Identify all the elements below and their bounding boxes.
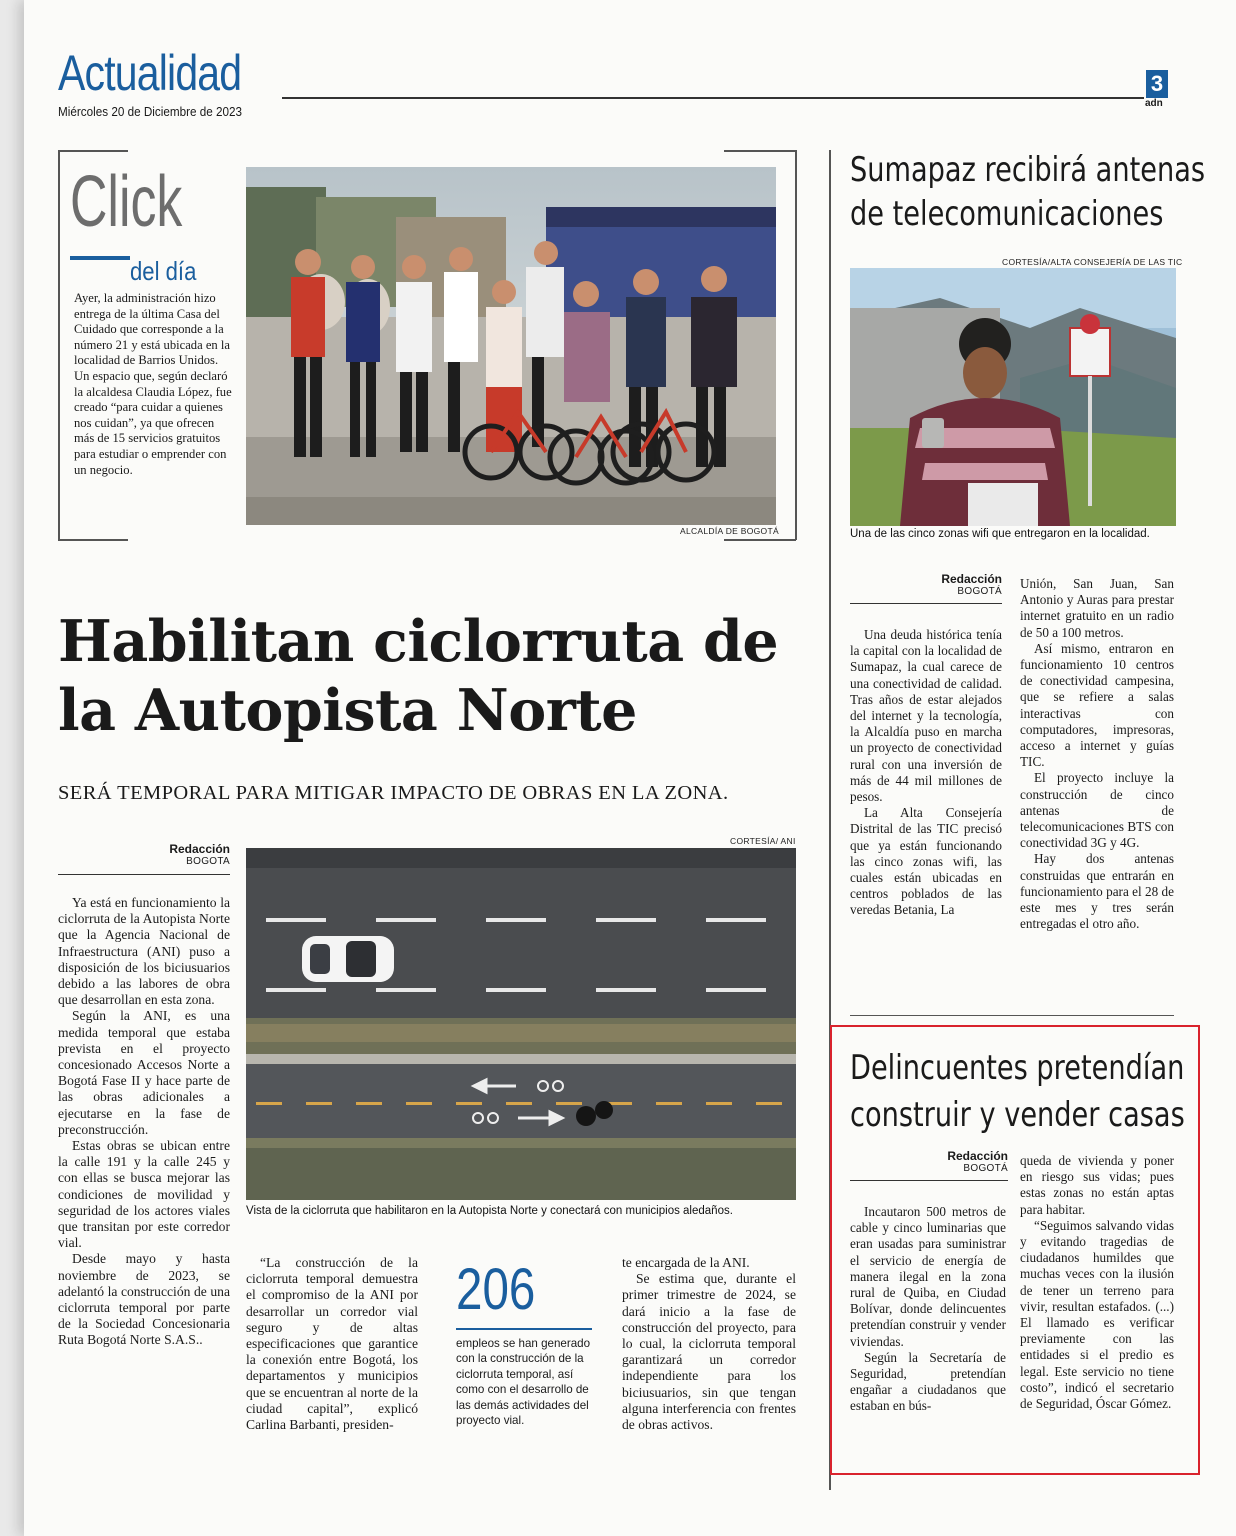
main-byline-rule (58, 874, 230, 875)
click-frame-top-left (58, 150, 128, 152)
click-frame-top-right (724, 150, 796, 152)
main-byline-city: BOGOTA (186, 856, 230, 867)
sumapaz-headline-line1: Sumapaz recibirá antenas (850, 150, 1206, 190)
click-frame-bottom-right (724, 539, 796, 541)
main-photo (246, 848, 796, 1200)
main-column-4 (622, 1255, 796, 1433)
sumapaz-byline-city: BOGOTÁ (957, 586, 1002, 597)
delincuentes-col2-paragraph: “Seguimos salvando vidas y evitando tragedias de ciudadanos humildes que muchas veces con la ilusión de tener un terreno para vivir, resultan estafados. (...) El llamado es verificar previamente con las entidades si el predio es legal. Este servicio no tiene costo”, indicó el secretario de Seguridad, Óscar Gómez. (1020, 1217, 1174, 1412)
main-col1-paragraph: Ya está en funcionamiento la ciclorruta de la Autopista Norte que la Agencia Nacional de Infraestructura (ANI) puso a disposición de los biciusuarios debido a las labores de obra que desarrollan en esta zona. (58, 895, 230, 1008)
main-deck: SERÁ TEMPORAL PARA MITIGAR IMPACTO DE OBRAS EN LA ZONA. (58, 782, 729, 804)
main-photo-credit: CORTESÍA/ ANI (730, 836, 796, 846)
sumapaz-byline-rule (850, 603, 1002, 604)
woman-phone-wifi-photo (850, 268, 1176, 526)
delincuentes-col2-paragraph: queda de vivienda y poner en riesgo sus vidas; pues estas zonas no están aptas para habitar. (1020, 1153, 1174, 1217)
click-text: Ayer, la administración hizo entrega de la última Casa del Cuidado que corresponde a la número 21 y está ubicada en la localidad de Barrios Unidos. Un espacio que, según declaró la alcaldesa Claudia López, fue creado “para cuidar a quienes nos cuidan”, ya que ofrecen más de 15 servicios gratuitos para estudiar o emprender con un negocio. (74, 291, 232, 477)
sumapaz-col2-paragraph: Así mismo, entraron en funcionamiento 10 centros de conectividad campesina, que se refiere a salas interactivas con computadores, impresoras, acceso a internet y guías TIC. (1020, 640, 1174, 770)
click-photo (246, 167, 776, 525)
main-col4-paragraph: Se estima que, durante el primer trimestre de 2024, se dará inicio a la fase de construcción del proyecto, para lo cual, la ciclorruta temporal garantizará un corredor independiente para los biciusuarios, sin que tengan alguna interferencia con frentes de obras activos. (622, 1271, 796, 1433)
delincuentes-headline-line1: Delincuentes pretendían (850, 1048, 1185, 1088)
sumapaz-photo-caption: Una de las cinco zonas wifi que entregaron en la localidad. (850, 528, 1150, 540)
newspaper-page (24, 0, 1236, 1536)
stat-number: 206 (456, 1257, 536, 1322)
sumapaz-byline-name: Redacción (941, 572, 1002, 586)
main-col1-paragraph: Estas obras se ubican entre la calle 191 y la calle 245 y con ellas se busca mejorar las condiciones de movilidad y seguridad de los actores viales que transitan por este corredor vial. (58, 1138, 230, 1251)
sumapaz-col2-paragraph: El proyecto incluye la construcción de cinco antenas de telecomunicaciones BTS con conectividad 3G y 4G. (1020, 770, 1174, 851)
sumapaz-headline-line2: de telecomunicaciones (850, 194, 1164, 234)
click-frame-right (795, 150, 797, 540)
delincuentes-byline-rule (850, 1180, 1008, 1181)
sumapaz-col2-paragraph: Hay dos antenas construidas que entrarán en funcionamiento para el 28 de este mes y tres serán entregadas el otro año. (1020, 851, 1174, 932)
delincuentes-headline-line2: construir y vender casas (850, 1095, 1185, 1135)
main-byline (58, 842, 230, 867)
delincuentes-byline (850, 1149, 1008, 1174)
main-col2-paragraph: “La construcción de la ciclorruta temporal demuestra el compromiso de la ANI por desarrollar un corredor vial seguro y de altas especificaciones que garantice la conexión entre Bogotá, los departamentos y municipios que se encuentran al norte de la ciudad capital”, explicó Carlina Barbanti, presiden- (246, 1255, 418, 1433)
sumapaz-column-1 (850, 627, 1002, 919)
main-col4-paragraph: te encargada de la ANI. (622, 1255, 750, 1270)
delincuentes-byline-city: BOGOTÁ (963, 1163, 1008, 1174)
sumapaz-photo (850, 268, 1176, 526)
sumapaz-photo-credit: CORTESÍA/ALTA CONSEJERÍA DE LAS TIC (1002, 257, 1183, 267)
sumapaz-col1-paragraph: Una deuda histórica tenía la capital con la localidad de Sumapaz, la cual carece de una conectividad de calidad. Tras años de estar alejados del internet y la tecnología, la Alcaldía puso en marcha un proyecto de conectividad rural con una inversión de más de 44 mil millones de pesos. (850, 627, 1002, 805)
click-subtitle: del día (130, 256, 197, 286)
issue-date: Miércoles 20 de Diciembre de 2023 (58, 104, 243, 119)
stat-text: empleos se han generado con la construcción de la ciclorruta temporal, así como con el desarrollo de las demás actividades del proyecto vial. (456, 1337, 591, 1428)
header-rule (282, 97, 1144, 99)
main-col1-paragraph: Desde mayo y hasta noviembre de 2023, se adelantó la construcción de una ciclorruta temporal por parte de la Sociedad Concesionaria Ruta Bogotá Norte S.A.S.. (58, 1251, 230, 1348)
click-photo-credit: ALCALDÍA DE BOGOTÁ (680, 526, 779, 536)
brand-logo: adn (1145, 98, 1163, 109)
delincuentes-col1-paragraph: Incautaron 500 metros de cable y cinco luminarias que eran usadas para suministrar el servicio de energía de manera ilegal en la zona rural de Quiba, en Ciudad Bolívar, donde delincuentes pretendían construir y vender viviendas. (850, 1204, 1006, 1349)
main-photo-caption: Vista de la ciclorruta que habilitaron en la Autopista Norte y conectará con municipios aledaños. (246, 1205, 733, 1217)
sumapaz-col2-paragraph: Unión, San Juan, San Antonio y Auras para prestar internet gratuito en un radio de 50 a 100 metros. (1020, 576, 1174, 640)
stat-rule (456, 1328, 592, 1330)
delincuentes-column-2 (1020, 1153, 1174, 1412)
main-byline-name: Redacción (169, 842, 230, 856)
delincuentes-column-1 (850, 1204, 1006, 1415)
sumapaz-col1-paragraph: La Alta Consejería Distrital de las TIC precisó que ya están funcionando las cinco zonas wifi, las cuales están ubicadas en centros poblados de las veredas Betania, La (850, 805, 1002, 918)
main-column-2 (246, 1255, 418, 1433)
delincuentes-byline-name: Redacción (947, 1149, 1008, 1163)
click-accent-bar (70, 256, 130, 260)
sumapaz-column-2 (1020, 576, 1174, 932)
click-title: Click (70, 162, 183, 242)
main-column-1 (58, 895, 230, 1349)
sumapaz-bottom-rule (850, 1015, 1174, 1016)
section-title: Actualidad (58, 45, 242, 101)
bike-lane-aerial-photo (246, 848, 796, 1200)
main-col1-paragraph: Según la ANI, es una medida temporal que estaba prevista en el proyecto concesionado Accesos Norte a Bogotá Fase II y hace parte de las obras adicionales a ejecutarse en la fase de preconstrucción. (58, 1008, 230, 1137)
main-headline: Habilitan ciclorruta de la Autopista Norte (58, 608, 779, 744)
click-frame-left (58, 150, 60, 540)
page-number: 3 (1146, 70, 1168, 98)
sumapaz-byline (850, 572, 1002, 597)
delincuentes-col1-paragraph: Según la Secretaría de Seguridad, pretendían engañar a ciudadanos que estaban en bús- (850, 1349, 1006, 1414)
click-frame-bottom (58, 539, 128, 541)
cyclists-group-photo (246, 167, 776, 525)
